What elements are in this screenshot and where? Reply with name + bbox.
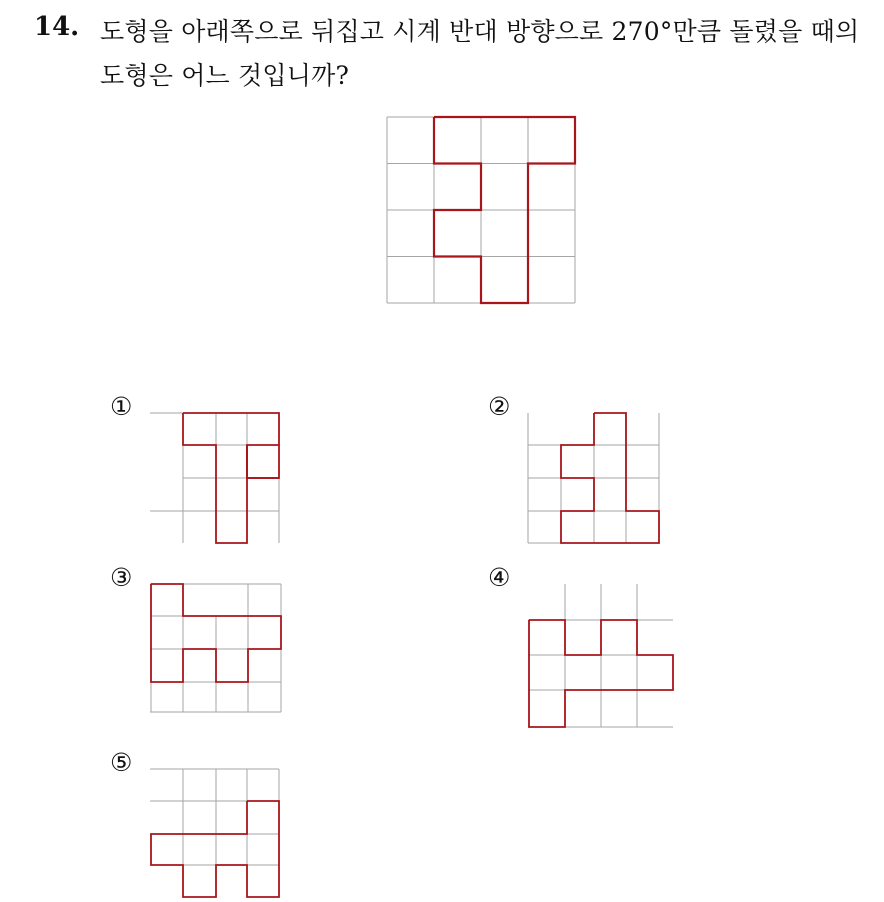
option-1-figure[interactable] bbox=[150, 412, 282, 546]
option-1-label[interactable]: ① bbox=[110, 392, 133, 421]
main-figure bbox=[387, 117, 577, 307]
option-4-figure[interactable] bbox=[528, 583, 676, 731]
question-text-line1: 도형을 아래쪽으로 뒤집고 시계 반대 방향으로 270°만큼 돌렸을 때의 bbox=[100, 17, 860, 46]
question-number: 14. bbox=[34, 12, 80, 42]
option-4-label[interactable]: ④ bbox=[488, 563, 511, 592]
option-3-label[interactable]: ③ bbox=[110, 563, 133, 592]
option-2-figure[interactable] bbox=[528, 412, 662, 546]
option-3-figure[interactable] bbox=[150, 583, 284, 717]
option-2-label[interactable]: ② bbox=[488, 392, 511, 421]
option-5-label[interactable]: ⑤ bbox=[110, 748, 133, 777]
question-text-line2: 도형은 어느 것입니까? bbox=[100, 61, 350, 90]
option-5-figure[interactable] bbox=[150, 768, 284, 902]
